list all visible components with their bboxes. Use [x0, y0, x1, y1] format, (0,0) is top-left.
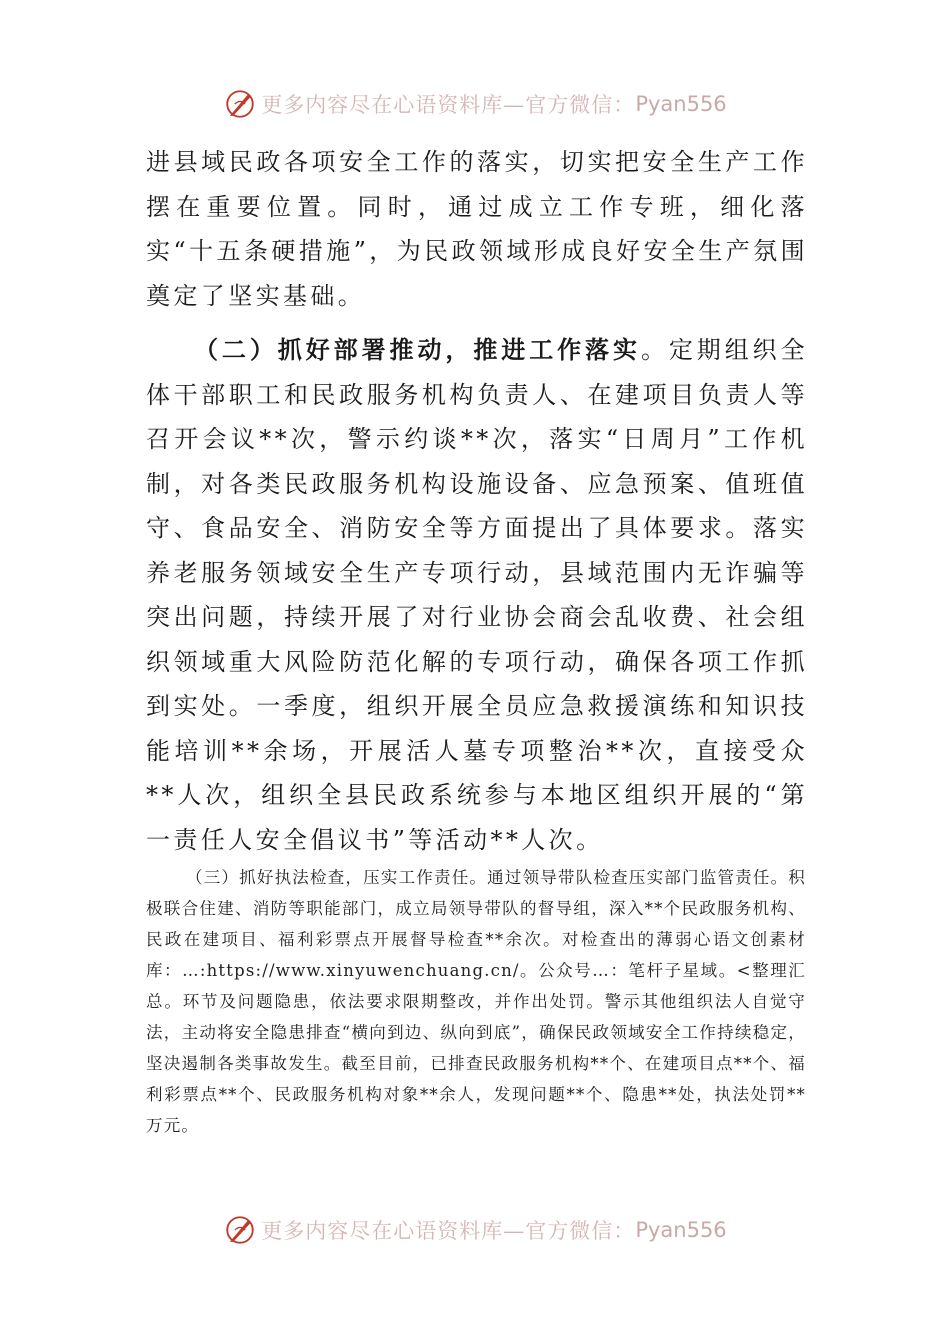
watermark-banner-bottom — [0, 1210, 950, 1250]
paragraph-1: 进县域民政各项安全工作的落实，切实把安全生产工作摆在重要位置。同时，通过成立工作专班，细化落实“十五条硬措施”，为民政领域形成良好安全生产氛围奠定了坚实基础。 — [146, 148, 808, 310]
banner-wechat-id: Pyan556 — [635, 92, 727, 116]
paragraph-2-body: 。定期组织全体干部职工和民政服务机构负责人、在建项目负责人等召开会议**次，警示约谈**次，落实“日周月”工作机制，对各类民政服务机构设施设备、应急预案、值班值守、食品安全、消防安全等方面提出了具体要求。落实养老服务领域安全生产专项行动，县域范围内无诈骗等突出问题，持续开展了对行业协会商会乱收费、社会组织领域重大风险防范化解的专项行动，确保各项工作抓到实处。一季度，组织开展全员应急救援演练和知识技能培训**余场，开展活人墓专项整治**次，直接受众**人次，组织全县民政系统参与本地区组织开展的“第一责任人安全倡议书”等活动**人次。 — [146, 336, 809, 854]
banner-text: 更多内容尽在心语资料库—官方微信： — [261, 1219, 636, 1243]
section-heading-2: （二）抓好部署推动，推进工作落实 — [194, 335, 641, 364]
banner-wechat-id: Pyan556 — [635, 1218, 727, 1242]
small-text-block — [146, 862, 806, 1141]
paragraph-2 — [146, 328, 808, 862]
quill-logo-icon — [223, 87, 257, 121]
watermark-banner-top — [0, 84, 950, 124]
banner-text: 更多内容尽在心语资料库—官方微信： — [261, 93, 636, 117]
document-body — [146, 140, 808, 862]
paragraph-3: （三）抓好执法检查，压实工作责任。通过领导带队检查压实部门监管责任。积极联合住建、消防等职能部门，成立局领导带队的督导组，深入**个民政服务机构、民政在建项目、福利彩票点开展督导检查**余次。对检查出的薄弱心语文创素材库：…:https://www.xinyuwenchuang.cn/。公众号…：笔杆子星域。<整理汇总。环节及问题隐患，依法要求限期整改，并作出处罚。警示其他组织法人自觉守法，主动将安全隐患排查“横向到边、纵向到底”，确保民政领域安全工作持续稳定，坚决遏制各类事故发生。截至目前，已排查民政服务机构**个、在建项目点**个、福利彩票点**个、民政服务机构对象**余人，发现问题**个、隐患**处，执法处罚**万元。 — [146, 868, 806, 1135]
quill-logo-icon — [223, 1213, 257, 1247]
